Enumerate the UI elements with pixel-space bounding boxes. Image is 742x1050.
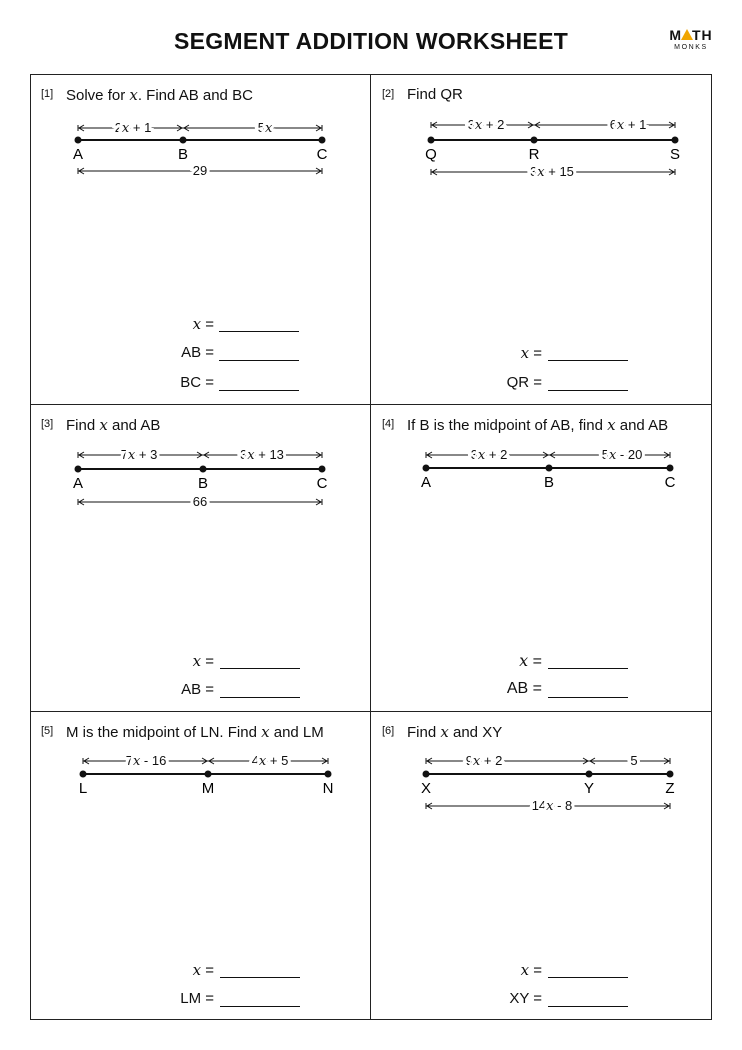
point-label: A (72, 475, 84, 492)
problem-number: [5] (41, 725, 54, 737)
point-label: A (420, 474, 432, 491)
total-length-label: 14x - 8 (531, 798, 573, 814)
segment-label-bc: 3x + 13 (240, 447, 284, 463)
answer-blank[interactable] (548, 1006, 628, 1007)
problem-number: [3] (41, 418, 54, 430)
worksheet-title: SEGMENT ADDITION WORKSHEET (173, 28, 569, 54)
point-label: R (528, 146, 540, 163)
segment-label-bc: 5x - 20 (601, 447, 643, 463)
answer-label: AB = (506, 680, 542, 697)
problem-number: [4] (382, 418, 395, 430)
problem-number: [2] (382, 88, 395, 100)
segment-label-ab: 2x + 1 (114, 120, 152, 136)
point-label: X (420, 780, 432, 797)
problem-question: Solve for x. Find AB and BC (66, 86, 253, 104)
problem-question: If B is the midpoint of AB, find x and AB (407, 416, 669, 434)
total-length-label: 29 (192, 163, 208, 178)
answer-label: QR = (506, 374, 542, 391)
logo-wordmark: M TH (669, 27, 713, 43)
answer-label: x = (520, 961, 542, 979)
segment-label-lm: 7x - 16 (125, 753, 167, 769)
segment-label-qr: 3x + 2 (467, 117, 505, 133)
point-label: L (78, 780, 88, 797)
point-label: Q (425, 146, 437, 163)
answer-label: LM = (180, 990, 214, 1007)
point-label: A (72, 146, 84, 163)
point-label: B (177, 146, 189, 163)
point-label: C (664, 474, 676, 491)
point-label: Y (583, 780, 595, 797)
segment-label-mn: 4x + 5 (251, 753, 289, 769)
answer-label: AB = (181, 681, 214, 698)
point-label: B (197, 475, 209, 492)
answer-label: x = (519, 651, 542, 670)
answer-label: x = (520, 344, 542, 362)
total-length-label: 66 (192, 494, 208, 509)
problem-question: Find x and XY (407, 723, 503, 741)
answer-label: AB = (181, 344, 214, 361)
logo-subtitle: MONKS (674, 44, 708, 51)
problem-question: Find QR (407, 86, 463, 103)
problem-number: [6] (382, 725, 395, 737)
problem-number: [1] (41, 88, 54, 100)
point-label: S (669, 146, 681, 163)
answer-label: BC = (180, 374, 214, 391)
point-label: C (316, 146, 328, 163)
answer-label: x = (192, 961, 214, 979)
problem-question: M is the midpoint of LN. Find x and LM (66, 723, 324, 741)
answer-label: XY = (509, 990, 542, 1007)
point-label: N (322, 780, 334, 797)
total-length-label: 3x + 15 (530, 164, 574, 180)
answer-label: x = (192, 315, 214, 333)
answer-label: x = (192, 652, 214, 670)
point-label: C (316, 475, 328, 492)
point-label: M (201, 780, 215, 797)
point-label: Z (665, 780, 675, 797)
segment-label-ab: 3x + 2 (470, 447, 508, 463)
point-label: B (543, 474, 555, 491)
segment-label-bc: 5x (257, 120, 273, 136)
segment-label-ab: 7x + 3 (120, 447, 158, 463)
answer-blank[interactable] (548, 977, 628, 978)
problem-question: Find x and AB (66, 416, 161, 434)
segment-label-xy: 9x + 2 (465, 753, 503, 769)
segment-label-rs: 6x + 1 (609, 117, 647, 133)
segment-label-yz: 5 (630, 753, 638, 768)
